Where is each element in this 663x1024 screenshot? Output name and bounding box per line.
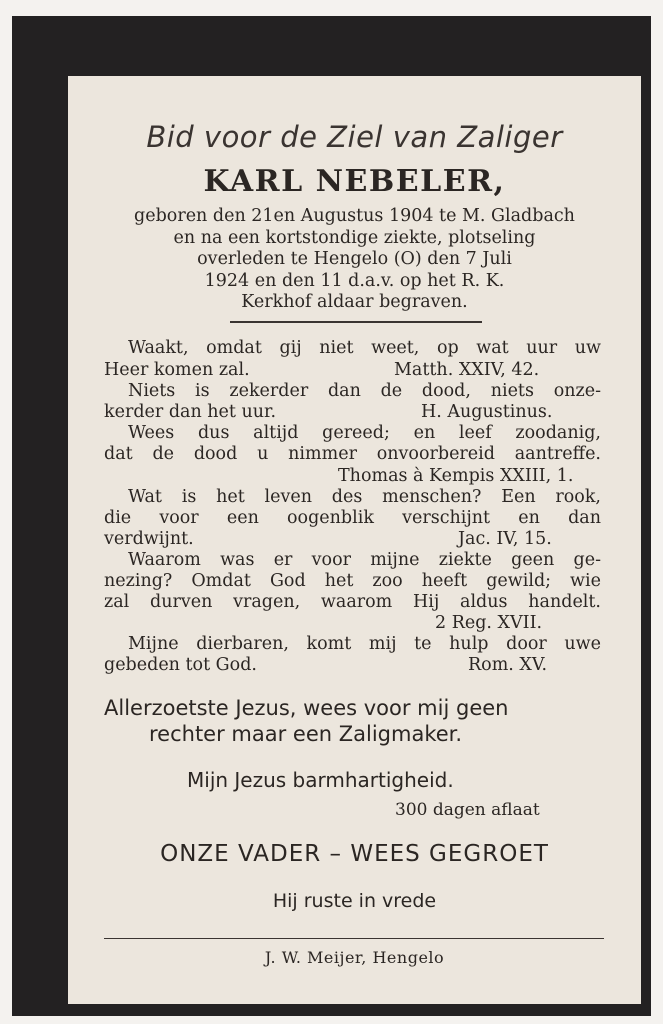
verse-line: Waakt, omdat gij niet weet, op wat uur uw xyxy=(128,338,601,358)
verse-line: Waarom was er voor mijne ziekte geen ge- xyxy=(128,550,601,570)
bio-line: overleden te Hengelo (O) den 7 Juli xyxy=(197,249,512,269)
verse-line: Wees dus altijd gereed; en leef zoodanig, xyxy=(128,423,601,443)
verse-reference: Thomas à Kempis XXIII, 1. xyxy=(338,466,574,486)
indulgence: 300 dagen aflaat xyxy=(395,800,540,820)
prayer-line: Allerzoetste Jezus, wees voor mij geen xyxy=(104,696,509,720)
bio-line: Kerkhof aldaar begraven. xyxy=(241,292,468,312)
verse-line: Heer komen zal. xyxy=(104,360,250,380)
verse-line: gebeden tot God. xyxy=(104,655,257,675)
mourning-border xyxy=(12,16,651,1016)
verse-line: Wat is het leven des menschen? Een rook, xyxy=(128,487,601,507)
verse-reference: H. Augustinus. xyxy=(421,402,553,422)
verse-reference: Rom. XV. xyxy=(468,655,548,675)
bio-line: geboren den 21en Augustus 1904 te M. Gladbach xyxy=(134,206,575,226)
ejaculation: Mijn Jezus barmhartigheid. xyxy=(187,768,454,792)
verse-line: zal durven vragen, waarom Hij aldus handelt. xyxy=(104,592,601,612)
verse-reference: Matth. XXIV, 42. xyxy=(394,360,540,380)
printer-credit: J. W. Meijer, Hengelo xyxy=(264,948,445,967)
prayer-line: rechter maar een Zaligmaker. xyxy=(149,722,463,746)
verse-line: kerder dan het uur. xyxy=(104,402,277,422)
verse-line: Niets is zekerder dan de dood, niets onze- xyxy=(128,381,601,401)
card-title: Bid voor de Ziel van Zaliger xyxy=(146,120,563,154)
deceased-name: KARL NEBELER, xyxy=(203,164,506,199)
rest-in-peace: Hij ruste in vrede xyxy=(272,890,437,912)
verse-line: die voor een oogenblik verschijnt en dan xyxy=(104,508,601,528)
closing-prayers: ONZE VADER – WEES GEGROET xyxy=(160,841,549,867)
verse-line: dat de dood u nimmer onvoorbereid aantreffe. xyxy=(104,444,601,464)
verse-reference: 2 Reg. XVII. xyxy=(435,613,543,633)
divider xyxy=(230,321,482,323)
verse-line: nezing? Omdat God het zoo heeft gewild; wie xyxy=(104,571,601,591)
verse-line: Mijne dierbaren, komt mij te hulp door uwe xyxy=(128,634,601,654)
bio-line: en na een kortstondige ziekte, plotseling xyxy=(173,228,536,248)
verse-reference: Jac. IV, 15. xyxy=(458,529,552,549)
footer-divider xyxy=(104,938,604,939)
memorial-card xyxy=(68,76,641,1004)
bio-line: 1924 en den 11 d.a.v. op het R. K. xyxy=(204,271,505,291)
verse-line: verdwijnt. xyxy=(104,529,194,549)
